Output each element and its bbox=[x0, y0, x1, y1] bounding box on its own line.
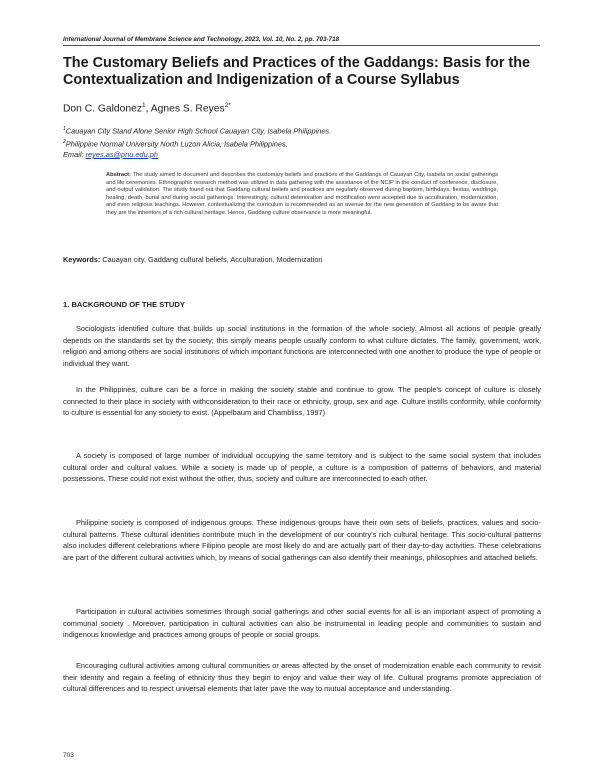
email-link[interactable]: reyes.as@pnu.edu.ph bbox=[85, 150, 159, 159]
abstract bbox=[106, 172, 498, 218]
affiliation-text: Cauayan City Stand Alone Senior High School Cauayan City, Isabela Philippines. bbox=[65, 126, 332, 136]
affiliation-marker: 1 bbox=[63, 126, 66, 132]
author-separator: , bbox=[145, 103, 151, 115]
article-title: The Customary Beliefs and Practices of the Gaddangs: Basis for the Contextualization and Indigenization of a Course Syllabus bbox=[63, 55, 531, 88]
author-affiliation-marker: 2* bbox=[224, 102, 231, 109]
page-number: 703 bbox=[63, 752, 74, 759]
author-affiliation-marker: 1 bbox=[142, 102, 146, 109]
affiliation bbox=[63, 124, 543, 136]
keywords bbox=[63, 255, 543, 265]
abstract-label: Abstract: bbox=[106, 172, 131, 178]
body-paragraph: In the Philippines, culture can be a force in making the society stable and continue to grow. The people's concept of culture is closely connected to their place in society with withconsideration to their race or ethnicity, group, sex and age. Culture instills conformity, while conformity to culture is essential for any society to exist. (Appelbaum and Chambliss, 1997) bbox=[63, 385, 541, 418]
header-rule bbox=[63, 45, 540, 46]
author-name: Agnes S. Reyes bbox=[150, 103, 225, 115]
email-label: Email: bbox=[63, 150, 86, 159]
section-heading: 1. BACKGROUND OF THE STUDY bbox=[63, 300, 185, 309]
body-paragraph: A society is composed of large number of individual occupying the same territory and is subject to the same social system that includes cultural order and cultural values. While a society is made up of people, a culture is a composition of patterns of behaviors, and material possessions. These could not exist without the other, thus, society and culture are interconnected to each other. bbox=[63, 451, 541, 484]
affiliation bbox=[63, 137, 543, 149]
journal-header: International Journal of Membrane Science and Technology, 2023, Vol. 10, No. 2, pp. 703-718 bbox=[63, 36, 340, 43]
author-name: Don C. Galdonez bbox=[63, 103, 142, 115]
affiliation-marker: 2 bbox=[63, 139, 66, 145]
abstract-text: The study aimed to document and describes the customary beliefs and practices of the Gaddangs of Cauayan City, Isabela on social gatherings and life ceremonies. Ethnographic research method was utilized in data gathering with the assistance of the NCIP in the conduct of conference, disclosure, and output validation. The study found out that Gaddang cultural beliefs and practices are regularly observed during baptism, birthdays, fiestas, weddings, healing, death, burial and during social gatherings. Interestingly, cultural deterioration and modification were accepted due to acculturation, modernization, and even religious teachings. However, contextualizing the curriculum is recommended as an avenue for the new generation of Gaddang to be aware that they are the inheritors of a rich cultural heritage. Hence, Gaddang culture observance is more meaningful. bbox=[106, 172, 498, 216]
keywords-label: Keywords: bbox=[63, 255, 101, 264]
affiliation-text: Philippine Normal University North Luzon Alicia, Isabela Philippines. bbox=[65, 139, 288, 149]
body-paragraph: Philippine society is composed of indigenous groups. These indigenous groups have their own sets of beliefs, practices, values and socio-cultural patterns. These cultural identities contribute much in the development of our country's rich cultural heritage. This socio-cultural patterns also includes different celebrations where Filipino people are most likely do and are actually part of their day-to-day activities. These celebrations are part of the different cultural activities which, by means of social gatherings can also identify their meanings, philosophies and attached beliefs. bbox=[63, 518, 541, 562]
author-list bbox=[63, 100, 543, 115]
body-paragraph: Encouraging cultural activities among cultural communities or areas affected by the onset of modernization enable each community to revisit their identity and regain a feeling of ethnicity thus they begin to enjoy and value their way of life. Cultural programs promote appreciation of cultural differences and to respect universal elements that later pave the way to mutual acceptance and understanding. bbox=[63, 661, 541, 694]
keywords-text: Cauayan city, Gaddang cultural beliefs, Acculturation, Modernization bbox=[100, 255, 323, 264]
contact-email bbox=[63, 150, 543, 160]
body-paragraph: Participation in cultural activities sometimes through social gatherings and other social events for all is an important aspect of promoting a communal society . Moreover, participation in cultural activities can also be instrumental in leading people and communities to sustain and indigenous knowledge and practices among groups of people or social groups. bbox=[63, 607, 541, 640]
body-paragraph: Sociologists identified culture that builds up social institutions in the formation of the whole society. Almost all actions of people greatly depends on the standards set by the society; this simply means people usually conform to what culture dictates. The family, government, work, religion and among others are social institutions of which important functions are interconnected with one another to produce the type of people or individual they want. bbox=[63, 324, 541, 368]
